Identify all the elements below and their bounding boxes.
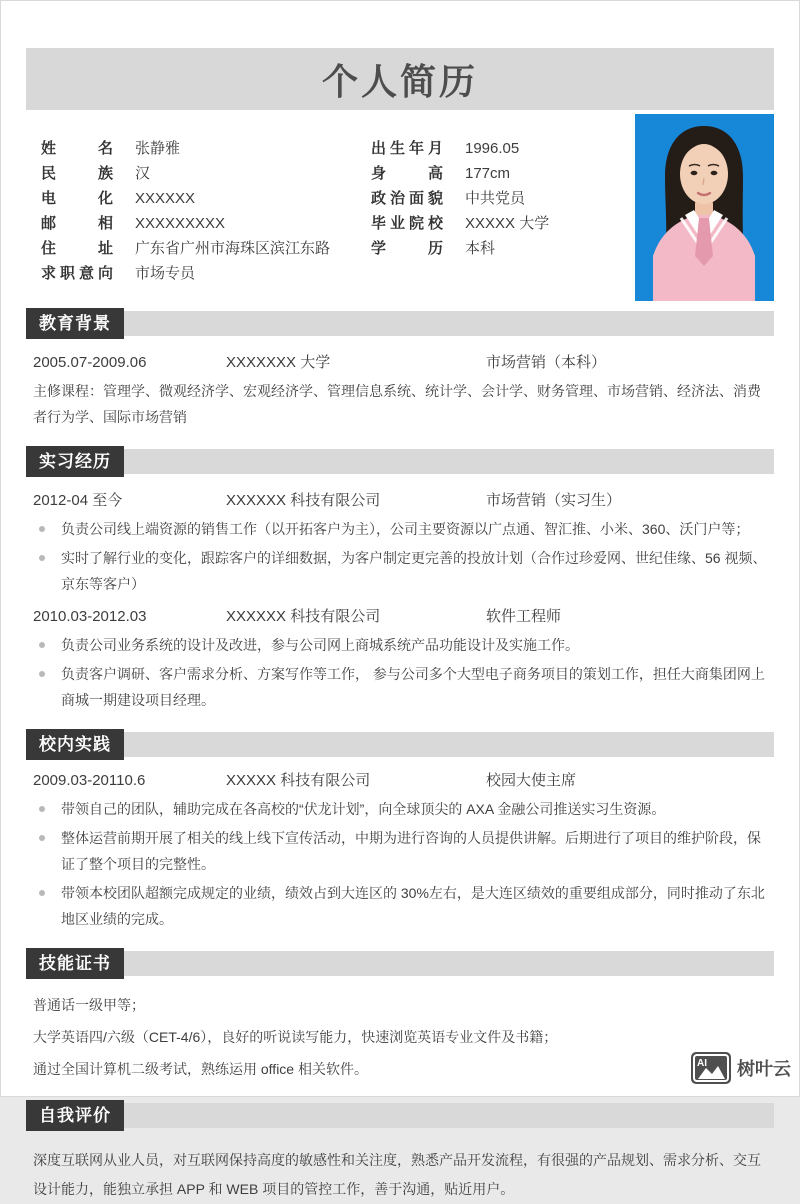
edu-date: 2005.07-2009.06 (33, 354, 147, 371)
info-label: 住址 (41, 240, 113, 257)
edu-major: 市场营销（本科） (486, 354, 607, 371)
campus-row (26, 768, 774, 793)
section-band (26, 449, 774, 474)
info-row-school (371, 211, 624, 236)
id-photo (635, 114, 774, 301)
info-value: 张静雅 (135, 140, 181, 157)
info-row-address (41, 236, 371, 261)
skill-line: 大学英语四/六级（CET-4/6），良好的听说读写能力，快速浏览英语专业文件及书籍； (33, 1029, 558, 1045)
info-value: XXXXX 大学 (465, 215, 550, 232)
section-header-education (26, 308, 774, 339)
job-title: 市场营销（实习生） (486, 492, 622, 509)
section-header-self-evaluation (26, 1100, 774, 1131)
info-value: 汉 (135, 165, 151, 182)
bullet-text: 带领本校团队超额完成规定的业绩，绩效占到大连区的 30%左右，是大连区绩效的重要组成部分，同时推动了东北地区业绩的完成。 (61, 885, 765, 927)
bullet-text: 实时了解行业的变化，跟踪客户的详细数据，为客户制定更完善的投放计划（合作过珍爱网、世纪佳缘、56 视频、京东等客户） (61, 550, 767, 592)
info-value: 市场专员 (135, 265, 196, 282)
info-row-height (371, 161, 624, 186)
info-row-phone (41, 186, 371, 211)
personal-info-section (26, 136, 774, 286)
education-row (26, 350, 774, 375)
info-label: 求职意向 (41, 265, 113, 282)
section-header-internship (26, 446, 774, 477)
section-band (26, 732, 774, 757)
section-header-skills (26, 948, 774, 979)
edu-school: XXXXXXX 大学 (226, 354, 331, 371)
section-title: 自我评价 (26, 1100, 124, 1131)
info-label: 政治面貌 (371, 190, 443, 207)
bullet-dot-icon (39, 890, 45, 896)
info-label: 毕业院校 (371, 215, 443, 232)
info-column-left (26, 136, 371, 286)
job-title: 软件工程师 (486, 608, 562, 625)
bullet-dot-icon (39, 555, 45, 561)
section-band (26, 311, 774, 336)
job-company: XXXXXX 科技有限公司 (226, 608, 381, 625)
info-label: 出生年月 (371, 140, 443, 157)
section-band (26, 1103, 774, 1128)
campus-date: 2009.03-20110.6 (33, 772, 146, 789)
page-title: 个人简历 (321, 60, 478, 102)
bullet-item (26, 545, 774, 597)
info-value: 中共党员 (465, 190, 526, 207)
bullet-dot-icon (39, 835, 45, 841)
internship-row (26, 604, 774, 629)
info-row-objective (41, 261, 371, 286)
bullet-text: 负责客户调研、客户需求分析、方案写作等工作， 参与公司多个大型电子商务项目的策划工作，担任大商集团网上商城一期建设项目经理。 (61, 666, 765, 708)
job-date: 2012-04 至今 (33, 492, 123, 509)
title-band (26, 48, 774, 110)
internship-row (26, 488, 774, 513)
bullet-item (26, 825, 774, 877)
info-value: XXXXXXXXX (135, 215, 226, 232)
info-row-degree (371, 236, 624, 261)
job-date: 2010.03-2012.03 (33, 608, 147, 625)
info-label: 邮相 (41, 215, 113, 232)
info-row-political (371, 186, 624, 211)
watermark-brand: 树叶云 (737, 1059, 791, 1079)
section-header-campus (26, 729, 774, 760)
section-title: 校内实践 (26, 729, 124, 760)
section-title: 技能证书 (26, 948, 124, 979)
info-value: XXXXXX (135, 190, 196, 207)
info-label: 电化 (41, 190, 113, 207)
ai-image-logo-icon (691, 1052, 731, 1084)
bullet-item (26, 516, 774, 542)
section-band (26, 951, 774, 976)
bullet-dot-icon (39, 806, 45, 812)
info-value: 广东省广州市海珠区滨江东路 (135, 240, 331, 257)
bullet-dot-icon (39, 642, 45, 648)
info-label: 姓名 (41, 140, 113, 157)
section-title: 实习经历 (26, 446, 124, 477)
campus-org: XXXXX 科技有限公司 (226, 772, 371, 789)
bullet-item (26, 880, 774, 932)
svg-text:AI: AI (697, 1058, 707, 1069)
bullet-text: 带领自己的团队，辅助完成在各高校的“伏龙计划”，向全球顶尖的 AXA 金融公司推送实习生资源。 (61, 801, 666, 817)
info-label: 学历 (371, 240, 443, 257)
section-title: 教育背景 (26, 308, 124, 339)
info-label: 民族 (41, 165, 113, 182)
education-courses: 主修课程：管理学、微观经济学、宏观经济学、管理信息系统、统计学、会计学、财务管理、市场营销、经济法、消费者行为学、国际市场营销 (33, 383, 761, 425)
bullet-text: 负责公司业务系统的设计及改进，参与公司网上商城系统产品功能设计及实施工作。 (61, 637, 579, 653)
campus-role: 校园大使主席 (486, 772, 577, 789)
info-row-name (41, 136, 371, 161)
info-row-birth (371, 136, 624, 161)
watermark (691, 1052, 791, 1084)
bullet-item (26, 796, 774, 822)
info-row-email (41, 211, 371, 236)
bullet-text: 整体运营前期开展了相关的线上线下宣传活动，中期为进行咨询的人员提供讲解。后期进行了项目的维护阶段，保证了整个项目的完整性。 (61, 830, 761, 872)
bullet-dot-icon (39, 526, 45, 532)
bullet-item (26, 661, 774, 713)
info-column-right (371, 136, 624, 286)
bullet-item (26, 632, 774, 658)
info-label: 身高 (371, 165, 443, 182)
self-evaluation-text: 深度互联网从业人员，对互联网保持高度的敏感性和关注度，熟悉产品开发流程，有很强的产品规划、需求分析、交互设计能力，能独立承担 APP 和 WEB 项目的管控工作，善于沟通，贴近用户。 (33, 1152, 761, 1197)
bullet-dot-icon (39, 671, 45, 677)
info-value: 本科 (465, 240, 496, 257)
skill-line: 普通话一级甲等； (33, 997, 145, 1013)
info-value: 1996.05 (465, 140, 520, 157)
info-row-ethnicity (41, 161, 371, 186)
job-company: XXXXXX 科技有限公司 (226, 492, 381, 509)
skill-line: 通过全国计算机二级考试，熟练运用 office 相关软件。 (33, 1061, 368, 1077)
info-value: 177cm (465, 165, 511, 182)
bullet-text: 负责公司线上端资源的销售工作（以开拓客户为主），公司主要资源以广点通、智汇推、小米、360、沃门户等； (61, 521, 750, 537)
